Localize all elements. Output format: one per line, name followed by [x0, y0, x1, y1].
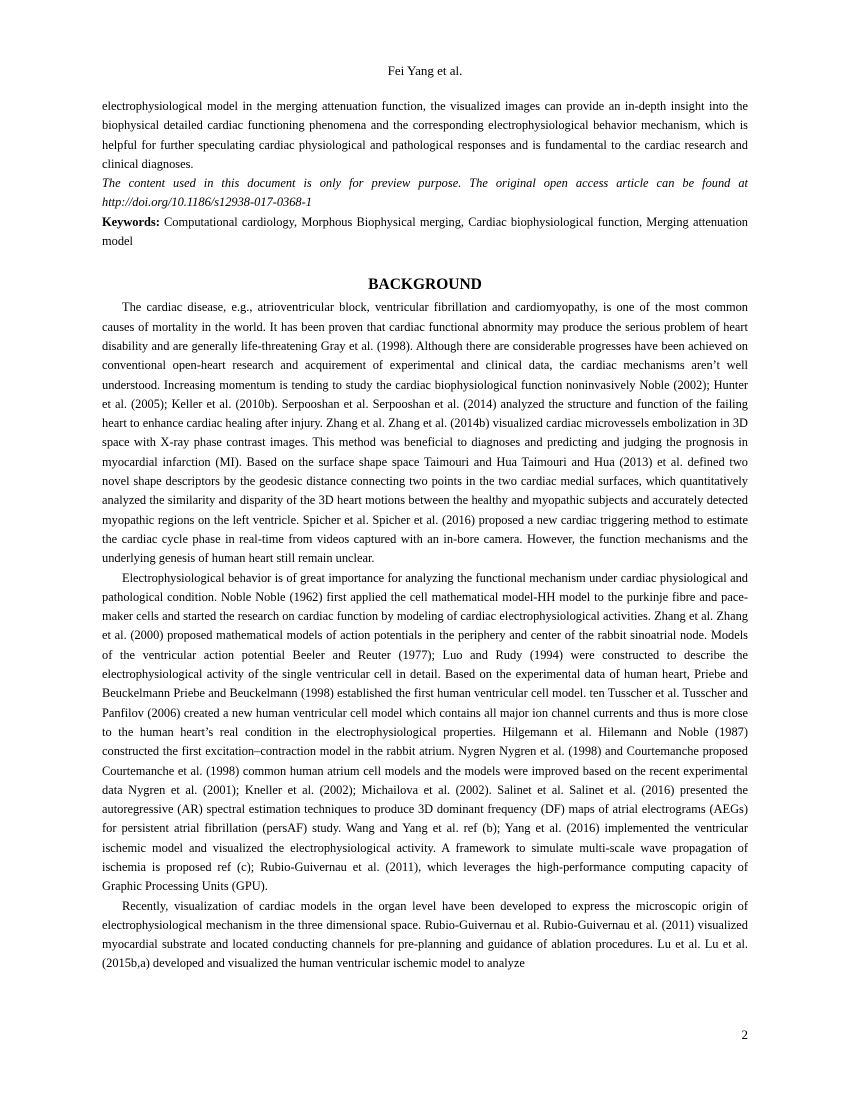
body-paragraph: Recently, visualization of cardiac models in the organ level have been developed to express the microscopic origin of electrophysiological mechanism in the three dimensional space. Rubio-Guivernau et al. Rubio-Guivernau et al. (2011) visualized myocardial substrate and located conducting channels for pre-planning and guidance of ablation procedures. Lu et al. Lu et al. (2015b,a) developed and visualized the human ventricular ischemic model to analyze — [102, 898, 748, 971]
body-paragraph: The cardiac disease, e.g., atrioventricular block, ventricular fibrillation and cardiomyopathy, is one of the most common causes of mortality in the world. It has been proven that cardiac functional abnormity may produce the serious problem of heart disability and are generally life-threatening Gray et al. (1998). Although there are considerable progresses have been achieved on conventional open-heart research and acquirement of experimental and clinical data, the cardiac mechanisms aren’t well understood. Increasing momentum is tending to study the cardiac biophysiological function noninvasively Noble (2002); Hunter et al. (2005); Keller et al. (2010b). Serpooshan et al. Serpooshan et al. (2014) analyzed the structure and function of the failing heart to enhance cardiac healing after injury. Zhang et al. Zhang et al. (2014b) visualized cardiac microvessels embolization in 3D space with X-ray phase contrast images. This method was beneficial to diagnoses and predicting and judging the prognosis in myocardial infarction (MI). Based on the surface shape space Taimouri and Hua Taimouri and Hua (2013) et al. defined two novel shape descriptors by the geodesic distance connecting two points in the two cardiac medial surfaces, which quantitatively analyzed the similarity and disparity of the 3D heart motions between the healthy and myopathic subjects and accurately detected myopathic regions on the left ventricle. Spicher et al. Spicher et al. (2016) proposed a new cardiac triggering method to estimate the cardiac cycle phase in real-time from videos captured with an in-bore camera. However, the function mechanisms and the underlying genesis of human heart still remain unclear. — [102, 300, 748, 566]
abstract-continuation: electrophysiological model in the merging attenuation function, the visualized images can provide an in-depth insight into the biophysical detailed cardiac functioning phenomena and the corresponding electrophysiological behavior mechanism, which is helpful for further speculating cardiac physiological and pathological responses and is fundamental to the cardiac research and clinical diagnoses. — [102, 99, 748, 171]
running-head: Fei Yang et al. — [387, 63, 463, 78]
section-heading: BACKGROUND — [368, 276, 482, 294]
page-content — [102, 97, 748, 974]
keywords-label: Keywords: — [102, 214, 160, 229]
preview-note: The content used in this document is only for preview purpose. The original open access article can be found at http://doi.org/10.1186/s12938-017-0368-1 — [102, 176, 748, 210]
keywords-text: Computational cardiology, Morphous Biophysical merging, Cardiac biophysiological function, Merging attenuation model — [102, 214, 748, 249]
keywords — [102, 213, 748, 252]
body-paragraph: Electrophysiological behavior is of great importance for analyzing the functional mechanism under cardiac physiological and pathological condition. Noble Noble (1962) first applied the cell mathematical model-HH model to the purkinje fibre and pace-maker cells and started the research on cardiac function by modeling of cardiac electrophysiological activities. Zhang et al. Zhang et al. (2000) proposed mathematical models of action potentials in the periphery and center of the rabbit sinoatrial node. Models of the ventricular action potential Beeler and Reuter (1977); Luo and Rudy (1994) were constructed to describe the electrophysiological activity of the single ventricular cell in detail. Based on the experimental data of human heart, Priebe and Beuckelmann Priebe and Beuckelmann (1998) established the first human ventricular cell model. ten Tusscher et al. Tusscher and Panfilov (2006) created a new human ventricular cell model which contains all major ion channel currents and thus is more close to the human heart’s real condition in the electrophysiological properties. Hilgemann et al. Hilemann and Noble (1987) constructed the first excitation–contraction model in the rabbit atrium. Nygren Nygren et al. (1998) and Courtemanche proposed Courtemanche et al. (1998) common human atrium cell models and the models were improved based on the recent experimental data Nygren et al. (2001); Kneller et al. (2002); Michailova et al. (2002). Salinet et al. Salinet et al. (2016) presented the autoregressive (AR) spectral estimation techniques to produce 3D dominant frequency (DF) maps of atrial electrograms (AEGs) for persistent atrial fibrillation (persAF) study. Wang and Yang et al. ref (b); Yang et al. (2016) implemented the ventricular ischemic model and visualized the electrophysiological activity. A framework to simulate multi-scale wave propagation of ischemia is proposed ref (c); Rubio-Guivernau et al. (2011), which leverages the high-performance computing capacity of Graphic Processing Units (GPU). — [102, 570, 748, 894]
page-number: 2 — [741, 1027, 748, 1042]
